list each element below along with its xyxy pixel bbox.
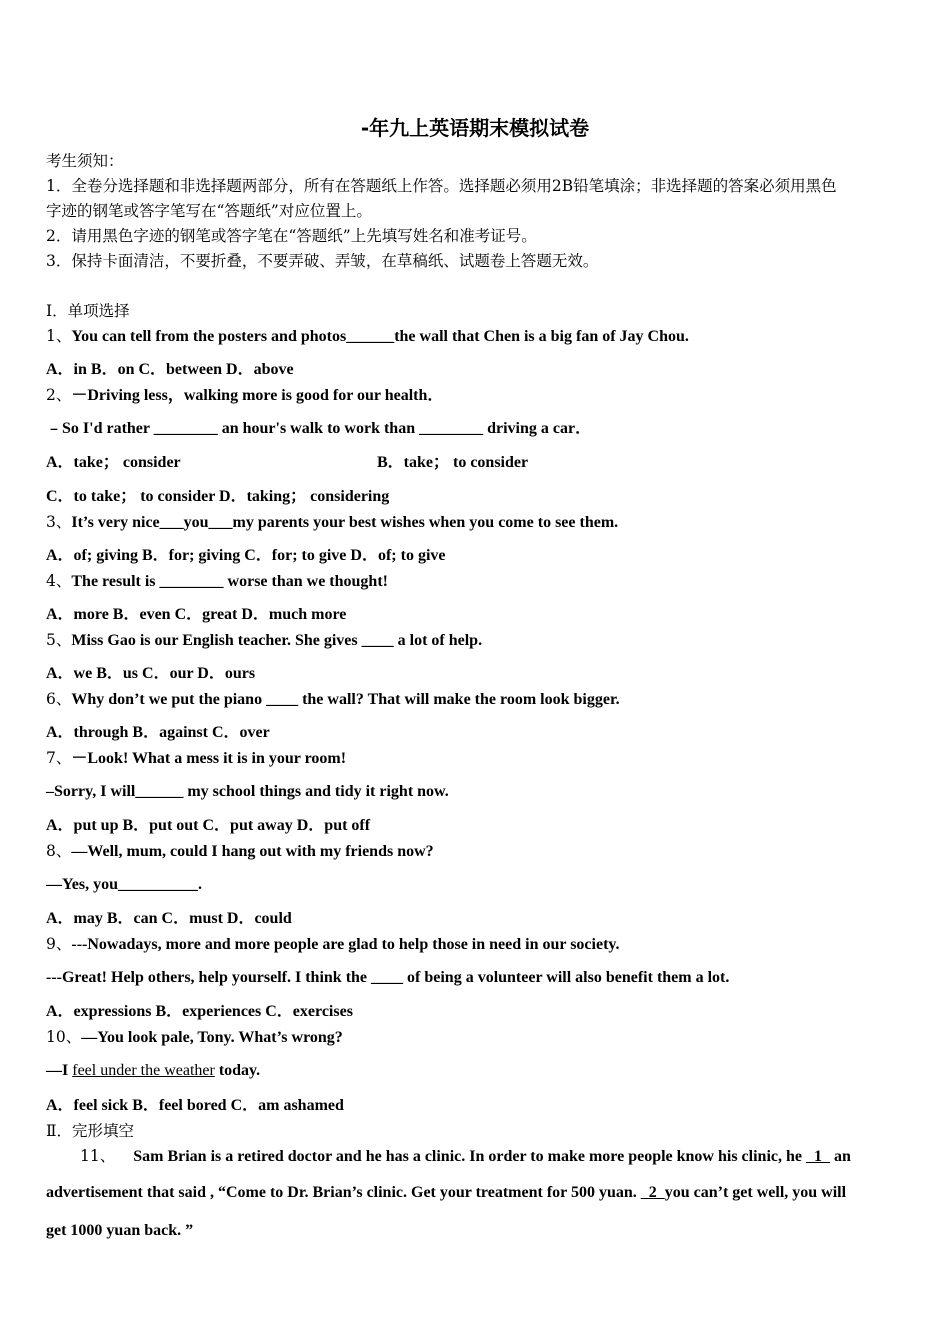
notice-heading: 考生须知： [46, 152, 124, 170]
question-1-options: A．in B．on C．between D．above [46, 361, 294, 378]
question-number: 9、 [46, 935, 72, 953]
passage-text: an [830, 1148, 851, 1165]
passage-line-3: get 1000 yuan back. ” [46, 1222, 194, 1239]
question-stem: —Well, mum, could I hang out with my friends now? [71, 843, 434, 860]
question-8 [46, 840, 434, 863]
question-2-stem-2: ﹣So I'd rather ________ an hour's walk to work than ________ driving a car． [46, 420, 592, 437]
question-stem: －Look! What a mess it is in your room! [71, 750, 347, 767]
question-stem: It’s very nice___you___my parents your best wishes when you come to see them. [71, 514, 619, 531]
underlined-phrase: feel under the weather [72, 1062, 215, 1079]
document-title: -年九上英语期末模拟试卷 [360, 116, 590, 140]
notice-line-3: 2．请用黑色字迹的钢笔或答字笔在“答题纸”上先填写姓名和准考证号。 [46, 227, 537, 245]
question-stem: Why don’t we put the piano ____ the wall? That will make the room look bigger. [71, 691, 620, 708]
notice-line-4: 3．保持卡面清洁，不要折叠，不要弄破、弄皱，在草稿纸、试题卷上答题无效。 [46, 252, 599, 270]
question-10-stem-2 [46, 1060, 260, 1082]
question-stem: －Driving less，walking more is good for our health． [71, 387, 444, 404]
question-number: 5、 [46, 631, 72, 649]
question-number: 2、 [46, 386, 72, 404]
question-4-options: A．more B．even C．great D．much more [46, 606, 347, 623]
question-5-options: A．we B．us C．our D．ours [46, 665, 256, 682]
passage-number: 11、 [80, 1147, 116, 1165]
question-3 [46, 511, 618, 534]
question-5 [46, 629, 482, 652]
notice-line-2: 字迹的钢笔或答字笔写在“答题纸”对应位置上。 [46, 202, 372, 220]
question-stem: Miss Gao is our English teacher. She gives ____ a lot of help. [71, 632, 483, 649]
notice-line-1: 1．全卷分选择题和非选择题两部分，所有在答题纸上作答。选择题必须用2B铅笔填涂；非选择题的答案必须用黑色 [46, 177, 837, 195]
question-9-options: A．expressions B．experiences C．exercises [46, 1003, 353, 1020]
question-stem: —You look pale, Tony. What’s wrong? [81, 1029, 343, 1046]
passage-line-2 [46, 1182, 846, 1204]
passage-text: you can’t get well, you will [664, 1184, 847, 1201]
passage-line-1 [80, 1145, 851, 1168]
question-10 [46, 1026, 343, 1049]
question-8-options: A．may B．can C．must D．could [46, 910, 292, 927]
question-8-stem-2: —Yes, you__________. [46, 876, 203, 893]
section-2-heading: Ⅱ．完形填空 [46, 1122, 135, 1140]
passage-text: Sam Brian is a retired doctor and he has a clinic. In order to make more people know his clinic, he [133, 1148, 806, 1165]
question-stem: ---Nowadays, more and more people are glad to help those in need in our society. [71, 936, 620, 953]
question-2-option-b: B．take； to consider [377, 454, 529, 471]
question-2 [46, 384, 443, 407]
question-stem: The result is ________ worse than we thought! [71, 573, 388, 590]
question-6 [46, 688, 620, 711]
question-1 [46, 325, 689, 348]
question-number: 10、 [46, 1028, 82, 1046]
question-7-stem-2: –Sorry, I will______ my school things and tidy it right now. [46, 783, 449, 800]
question-number: 6、 [46, 690, 72, 708]
question-number: 3、 [46, 513, 72, 531]
blank-1: 1 [806, 1148, 830, 1165]
question-2-options-cd: C．to take； to consider D．taking； considering [46, 488, 390, 505]
stem-prefix: —I [46, 1062, 73, 1079]
question-9-stem-2: ---Great! Help others, help yourself. I think the ____ of being a volunteer will also benefit them a lot. [46, 969, 730, 986]
question-9 [46, 933, 620, 956]
question-10-options: A．feel sick B．feel bored C．am ashamed [46, 1097, 344, 1114]
question-number: 4、 [46, 572, 72, 590]
question-number: 8、 [46, 842, 72, 860]
passage-text: advertisement that said , “Come to Dr. Brian’s clinic. Get your treatment for 500 yuan. [46, 1184, 641, 1201]
question-number: 7、 [46, 749, 72, 767]
stem-suffix: today. [214, 1062, 261, 1079]
question-3-options: A．of; giving B．for; giving C．for; to give D．of; to give [46, 547, 446, 564]
question-2-option-a: A．take； consider [46, 454, 181, 471]
question-stem: You can tell from the posters and photos______the wall that Chen is a big fan of Jay Chou. [71, 328, 689, 345]
blank-2: 2 [640, 1184, 665, 1201]
question-7-options: A．put up B．put out C．put away D．put off [46, 817, 371, 834]
question-6-options: A．through B．against C．over [46, 724, 270, 741]
question-7 [46, 747, 346, 770]
section-1-heading: Ⅰ．单项选择 [46, 302, 130, 320]
question-number: 1、 [46, 327, 72, 345]
question-4 [46, 570, 388, 593]
